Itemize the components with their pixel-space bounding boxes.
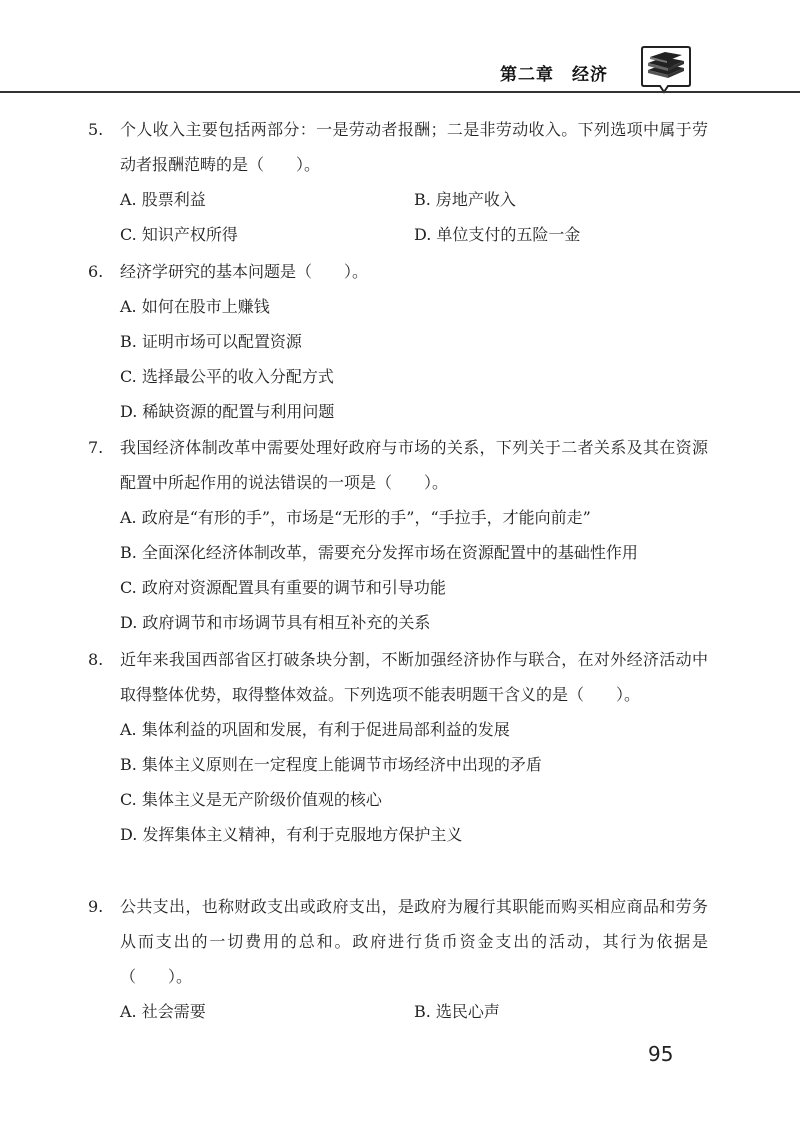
- option-a: A. 政府是“有形的手”，市场是“无形的手”，“手拉手，才能向前走”: [120, 508, 591, 527]
- header-rule: [0, 91, 800, 93]
- option-b: B. 全面深化经济体制改革，需要充分发挥市场在资源配置中的基础性作用: [120, 543, 638, 562]
- option-a: A. 股票利益: [120, 190, 206, 209]
- option-b: B. 选民心声: [414, 1002, 500, 1021]
- option-b: B. 证明市场可以配置资源: [120, 332, 302, 351]
- option-c: C. 选择最公平的收入分配方式: [120, 367, 334, 386]
- question-number: 7.: [88, 438, 104, 457]
- question-stem: 公共支出，也称财政支出或政府支出，是政府为履行其职能而购买相应商品和劳务从而支出的一切费用的总和。政府进行货币资金支出的活动，其行为依据是（ ）。: [120, 897, 708, 986]
- question-stem: 近年来我国西部省区打破条块分割，不断加强经济协作与联合，在对外经济活动中取得整体优势，取得整体效益。下列选项不能表明题干含义的是（ ）。: [120, 650, 708, 704]
- question-6: [88, 254, 708, 429]
- question-8: [88, 642, 708, 852]
- question-stem: 经济学研究的基本问题是（ ）。: [120, 262, 369, 281]
- page-number: 95: [648, 1042, 674, 1066]
- question-number: 5.: [88, 120, 104, 139]
- option-c: C. 政府对资源配置具有重要的调节和引导功能: [120, 578, 446, 597]
- section-label: 经济: [572, 65, 608, 85]
- option-d: D. 政府调节和市场调节具有相互补充的关系: [120, 613, 431, 632]
- option-b: B. 房地产收入: [414, 190, 516, 209]
- question-stem: 我国经济体制改革中需要处理好政府与市场的关系，下列关于二者关系及其在资源配置中所起作用的说法错误的一项是（ ）。: [120, 438, 708, 492]
- chapter-title: [500, 60, 608, 85]
- question-number: 6.: [88, 262, 104, 281]
- question-number: 8.: [88, 650, 104, 669]
- question-stem: 个人收入主要包括两部分：一是劳动者报酬；二是非劳动收入。下列选项中属于劳动者报酬范畴的是（ ）。: [120, 120, 708, 174]
- option-c: C. 知识产权所得: [120, 225, 238, 244]
- chapter-label: 第二章: [500, 65, 554, 85]
- question-number: 9.: [88, 897, 104, 916]
- question-9: [88, 889, 708, 1029]
- question-7: [88, 430, 708, 640]
- option-d: D. 稀缺资源的配置与利用问题: [120, 402, 335, 421]
- book-stack-icon: [640, 44, 692, 102]
- page-header: [0, 0, 800, 100]
- option-d: D. 单位支付的五险一金: [414, 225, 581, 244]
- option-b: B. 集体主义原则在一定程度上能调节市场经济中出现的矛盾: [120, 755, 542, 774]
- option-d: D. 发挥集体主义精神，有利于克服地方保护主义: [120, 825, 463, 844]
- question-5: [88, 112, 708, 252]
- option-c: C. 集体主义是无产阶级价值观的核心: [120, 790, 382, 809]
- option-a: A. 集体利益的巩固和发展，有利于促进局部利益的发展: [120, 720, 510, 739]
- option-a: A. 如何在股市上赚钱: [120, 297, 270, 316]
- option-a: A. 社会需要: [120, 1002, 206, 1021]
